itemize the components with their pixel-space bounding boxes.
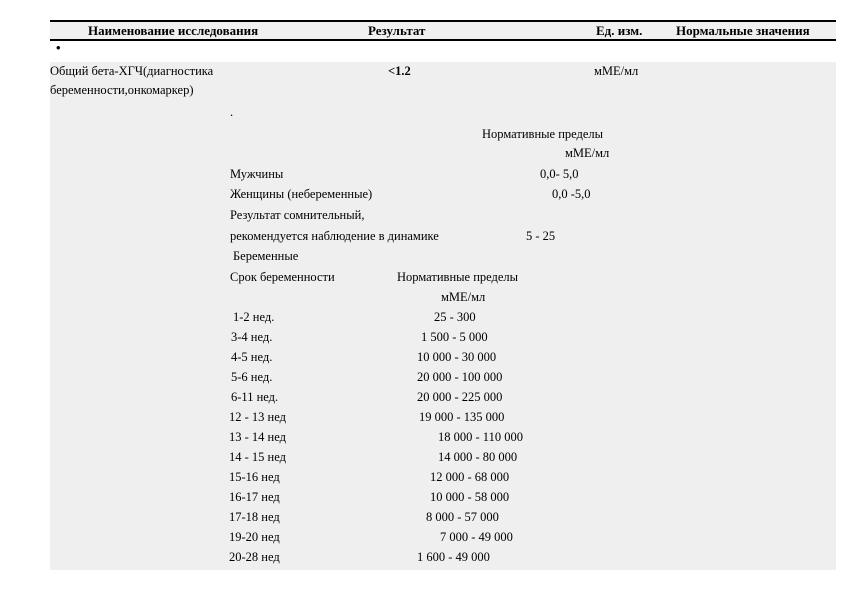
term-range: 19 000 - 135 000 (419, 410, 505, 424)
test-name-line2: беременности,онкомаркер) (50, 83, 194, 97)
term-norm-unit: мМЕ/мл (441, 290, 486, 304)
doubtful-line2: рекомендуется наблюдение в динамике (230, 229, 439, 243)
term-week: 14 - 15 нед (229, 450, 286, 464)
test-unit: мМЕ/мл (594, 64, 639, 78)
header-result: Результат (368, 23, 426, 38)
term-range: 1 600 - 49 000 (417, 550, 490, 564)
term-range: 8 000 - 57 000 (426, 510, 499, 524)
term-week: 16-17 нед (229, 490, 280, 504)
term-range: 25 - 300 (434, 310, 476, 324)
term-week: 5-6 нед. (231, 370, 273, 384)
reference-norm-unit: мМЕ/мл (565, 146, 610, 160)
term-norm-title: Нормативные пределы (397, 270, 519, 284)
row-dot-marker: • (56, 40, 61, 55)
men-label: Мужчины (230, 167, 284, 181)
term-range: 10 000 - 30 000 (417, 350, 497, 364)
term-week: 13 - 14 нед (229, 430, 286, 444)
women-value: 0,0 -5,0 (552, 187, 591, 201)
header-test-name: Наименование исследования (88, 23, 259, 38)
doubtful-value: 5 - 25 (526, 229, 556, 243)
term-week: 17-18 нед (229, 510, 280, 524)
term-range: 7 000 - 49 000 (440, 530, 513, 544)
reference-dot: . (230, 105, 234, 119)
term-week: 20-28 нед (229, 550, 280, 564)
test-name-line1: Общий бета-ХГЧ(диагностика (50, 64, 214, 78)
test-result: <1.2 (388, 64, 411, 78)
header-unit: Ед. изм. (596, 23, 643, 38)
term-week: 6-11 нед. (231, 390, 279, 404)
men-value: 0,0- 5,0 (540, 167, 579, 181)
reference-norm-title: Нормативные пределы (482, 127, 604, 141)
term-range: 1 500 - 5 000 (421, 330, 488, 344)
term-range: 20 000 - 225 000 (417, 390, 503, 404)
doubtful-line1: Результат сомнительный, (230, 208, 365, 222)
term-week: 3-4 нед. (231, 330, 273, 344)
term-range: 12 000 - 68 000 (430, 470, 510, 484)
term-header: Срок беременности (230, 270, 335, 284)
term-week: 15-16 нед (229, 470, 280, 484)
pregnant-label: Беременные (233, 249, 299, 263)
term-week: 12 - 13 нед (229, 410, 286, 424)
term-range: 10 000 - 58 000 (430, 490, 510, 504)
term-range: 18 000 - 110 000 (438, 430, 523, 444)
header-normal-values: Нормальные значения (676, 23, 810, 38)
term-week: 4-5 нед. (231, 350, 273, 364)
results-table-header (50, 20, 836, 41)
term-week: 1-2 нед. (233, 310, 275, 324)
term-week: 19-20 нед (229, 530, 280, 544)
term-range: 20 000 - 100 000 (417, 370, 503, 384)
term-range: 14 000 - 80 000 (438, 450, 518, 464)
women-label: Женщины (небеременные) (230, 187, 373, 201)
